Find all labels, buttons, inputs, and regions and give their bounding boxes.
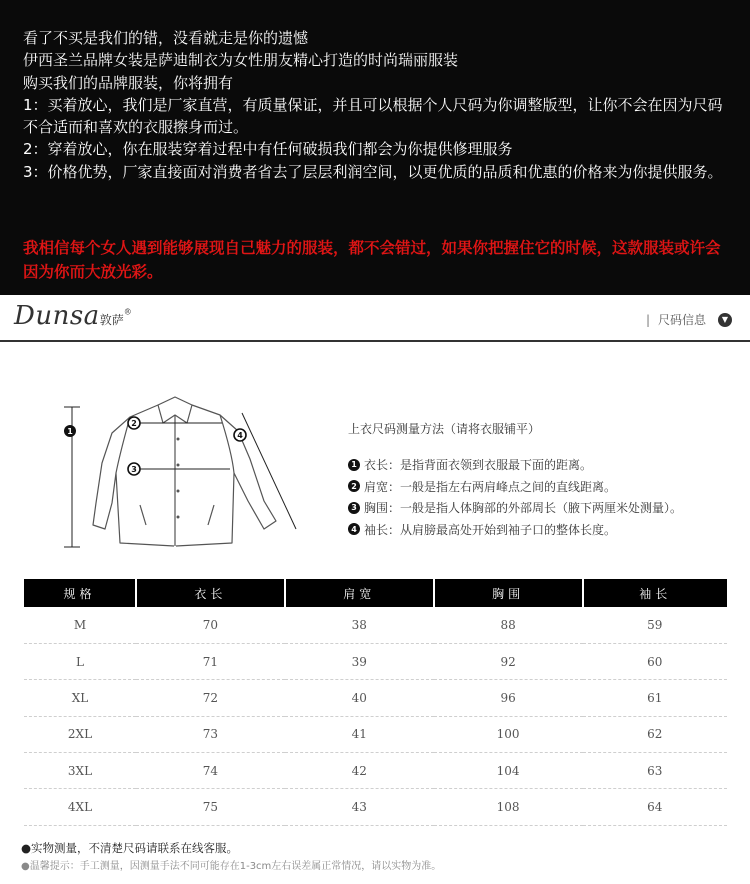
table-cell: 70	[136, 607, 285, 643]
guide-item-text: 袖长：从肩膀最高处开始到袖子口的整体长度。	[364, 522, 617, 537]
table-cell: 104	[434, 753, 583, 789]
table-row	[24, 789, 727, 825]
table-cell: 61	[583, 680, 727, 716]
header-divider	[0, 340, 750, 342]
table-cell: 3XL	[24, 753, 136, 789]
table-cell: 88	[434, 607, 583, 643]
marker-2-icon	[128, 417, 140, 429]
section-title: 尺码信息	[657, 313, 706, 327]
table-cell: 73	[136, 716, 285, 752]
chevron-down-icon[interactable]: ▼	[718, 313, 732, 327]
table-cell: 75	[136, 789, 285, 825]
marker-4-icon	[234, 429, 246, 441]
table-row	[24, 607, 727, 643]
table-cell: 71	[136, 643, 285, 679]
table-cell: 72	[136, 680, 285, 716]
size-table	[24, 579, 727, 826]
table-cell: 100	[434, 716, 583, 752]
number-1-icon: 1	[348, 459, 360, 471]
table-row	[24, 753, 727, 789]
svg-text:1: 1	[67, 427, 73, 436]
table-cell: 92	[434, 643, 583, 679]
brand-logo-cn: 敦萨	[99, 313, 124, 327]
table-header-row	[24, 579, 727, 607]
header-sleeve: 袖长	[583, 579, 727, 607]
table-cell: 62	[583, 716, 727, 752]
header-length: 衣长	[136, 579, 285, 607]
guide-item-length	[348, 454, 682, 476]
svg-text:2: 2	[131, 419, 137, 428]
table-cell: M	[24, 607, 136, 643]
guide-item-chest	[348, 497, 682, 519]
table-cell: 40	[285, 680, 434, 716]
number-3-icon: 3	[348, 502, 360, 514]
measurement-lines	[64, 407, 296, 547]
promo-text-block	[23, 27, 735, 183]
jacket-outline-icon	[93, 397, 276, 546]
brand-logo-latin: Dunsa	[14, 301, 100, 331]
table-cell: 59	[583, 607, 727, 643]
number-2-icon: 2	[348, 480, 360, 492]
table-row	[24, 716, 727, 752]
promo-line-6: 3：价格优势，厂家直接面对消费者省去了层层利润空间，以更优质的品质和优惠的价格来为你提供服务。	[23, 162, 723, 181]
table-row	[24, 680, 727, 716]
table-cell: 4XL	[24, 789, 136, 825]
registered-mark: ®	[123, 307, 133, 317]
promo-line-4: 1：买着放心，我们是厂家直营，有质量保证，并且可以根据个人尺码为你调整版型，让你不会在因为尺码不合适而和喜欢的衣服擦身而过。	[23, 95, 723, 137]
table-cell: 96	[434, 680, 583, 716]
guide-item-text: 肩宽：一般是指左右两肩峰点之间的直线距离。	[364, 479, 617, 494]
measurement-guide	[348, 420, 682, 540]
table-cell: 2XL	[24, 716, 136, 752]
table-cell: 43	[285, 789, 434, 825]
marker-3-icon	[128, 463, 140, 475]
promo-line-1: 看了不买是我们的错，没看就走是你的遗憾	[23, 29, 309, 47]
table-row	[24, 643, 727, 679]
table-cell: 64	[583, 789, 727, 825]
header-shoulder: 肩宽	[285, 579, 434, 607]
guide-title: 上衣尺码测量方法（请将衣服铺平）	[348, 422, 541, 436]
table-cell: 74	[136, 753, 285, 789]
header-size: 规格	[24, 579, 136, 607]
table-cell: 41	[285, 716, 434, 752]
jacket-buttons-icon	[177, 438, 180, 519]
brand-logo	[14, 301, 132, 331]
header-separator: |	[645, 312, 650, 327]
promo-highlight-text: 我相信每个女人遇到能够展现自己魅力的服装，都不会错过，如果你把握住它的时候，这款服装或许会因为你而大放光彩。	[23, 239, 721, 281]
svg-text:3: 3	[131, 465, 137, 474]
jacket-measurement-diagram	[50, 393, 305, 558]
table-cell: XL	[24, 680, 136, 716]
guide-item-text: 衣长：是指背面衣领到衣服最下面的距离。	[364, 458, 593, 473]
table-cell: 60	[583, 643, 727, 679]
table-cell: 63	[583, 753, 727, 789]
note-secondary: ●温馨提示：手工测量，因测量手法不同可能存在1-3cm左右误差属正常情况，请以实物为准。	[21, 861, 442, 872]
table-cell: 42	[285, 753, 434, 789]
promo-line-2: 伊西圣兰品牌女装是萨迪制衣为女性朋友精心打造的时尚瑞丽服装	[23, 51, 459, 70]
promo-line-3: 购买我们的品牌服装，你将拥有	[23, 73, 234, 92]
table-cell: 108	[434, 789, 583, 825]
guide-item-sleeve	[348, 519, 682, 541]
section-header	[646, 311, 732, 328]
table-cell: L	[24, 643, 136, 679]
header-chest: 胸围	[434, 579, 583, 607]
note-primary: ●实物测量，不清楚尺码请联系在线客服。	[21, 841, 239, 855]
diagram-markers	[64, 417, 246, 475]
marker-1-icon	[64, 425, 76, 437]
table-cell: 38	[285, 607, 434, 643]
guide-item-text: 胸围：一般是指人体胸部的外部周长（腋下两厘米处测量）。	[364, 501, 683, 516]
guide-item-shoulder	[348, 476, 682, 498]
svg-text:4: 4	[237, 431, 243, 440]
promo-line-5: 2：穿着放心，你在服装穿着过程中有任何破损我们都会为你提供修理服务	[23, 140, 513, 159]
table-cell: 39	[285, 643, 434, 679]
number-4-icon: 4	[348, 523, 360, 535]
